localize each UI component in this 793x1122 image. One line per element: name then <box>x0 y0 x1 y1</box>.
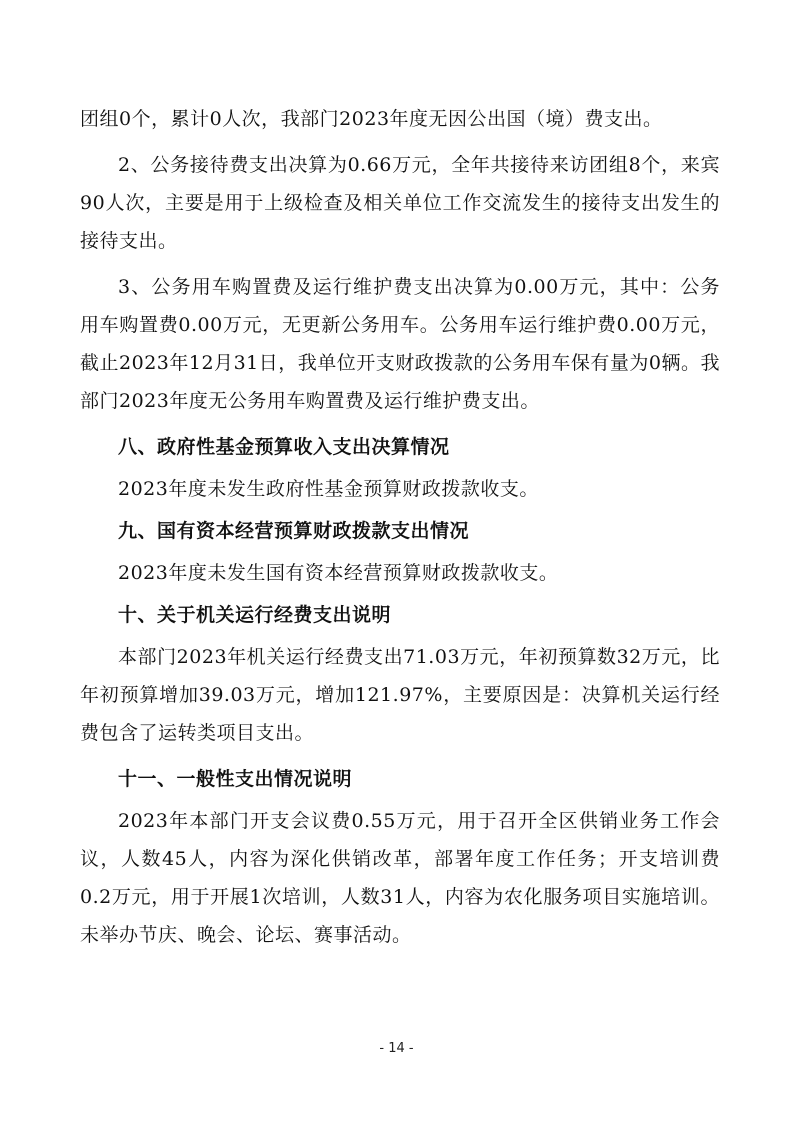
section-heading-10: 十、关于机关运行经费支出说明 <box>118 604 392 626</box>
paragraph-section-10: 本部门2023年机关运行经费支出71.03万元，年初预算数32万元，比年初预算增加39.03万元，增加121.97%，主要原因是：决算机关运行经费包含了运转类项目支出。 <box>80 646 720 744</box>
paragraph-reception-expense: 2、公务接待费支出决算为0.66万元，全年共接待来访团组8个，来宾90人次，主要是用于上级检查及相关单位工作交流发生的接待支出发生的接待支出。 <box>80 154 720 252</box>
page-number: - 14 - <box>379 1041 414 1056</box>
section-heading-8: 八、政府性基金预算收入支出决算情况 <box>118 436 450 458</box>
paragraph-section-9: 2023年度未发生国有资本经营预算财政拨款收支。 <box>118 562 559 584</box>
section-heading-11: 十一、一般性支出情况说明 <box>118 768 353 790</box>
section-heading-9: 九、国有资本经营预算财政拨款支出情况 <box>118 520 470 542</box>
paragraph-continuation: 团组0个，累计0人次，我部门2023年度无因公出国（境）费支出。 <box>80 108 663 130</box>
paragraph-section-8: 2023年度未发生政府性基金预算财政拨款收支。 <box>118 478 539 500</box>
paragraph-section-11: 2023年本部门开支会议费0.55万元，用于召开全区供销业务工作会议，人数45人，内容为深化供销改革，部署年度工作任务；开支培训费0.2万元，用于开展1次培训，人数31人，内容为农化服务项目实施培训。未举办节庆、晚会、论坛、赛事活动。 <box>80 810 720 946</box>
document-body <box>80 100 720 954</box>
paragraph-vehicle-expense: 3、公务用车购置费及运行维护费支出决算为0.00万元，其中：公务用车购置费0.00万元，无更新公务用车。公务用车运行维护费0.00万元，截止2023年12月31日，我单位开支财政拨款的公务用车保有量为0辆。我部门2023年度无公务用车购置费及运行维护费支出。 <box>80 276 720 412</box>
